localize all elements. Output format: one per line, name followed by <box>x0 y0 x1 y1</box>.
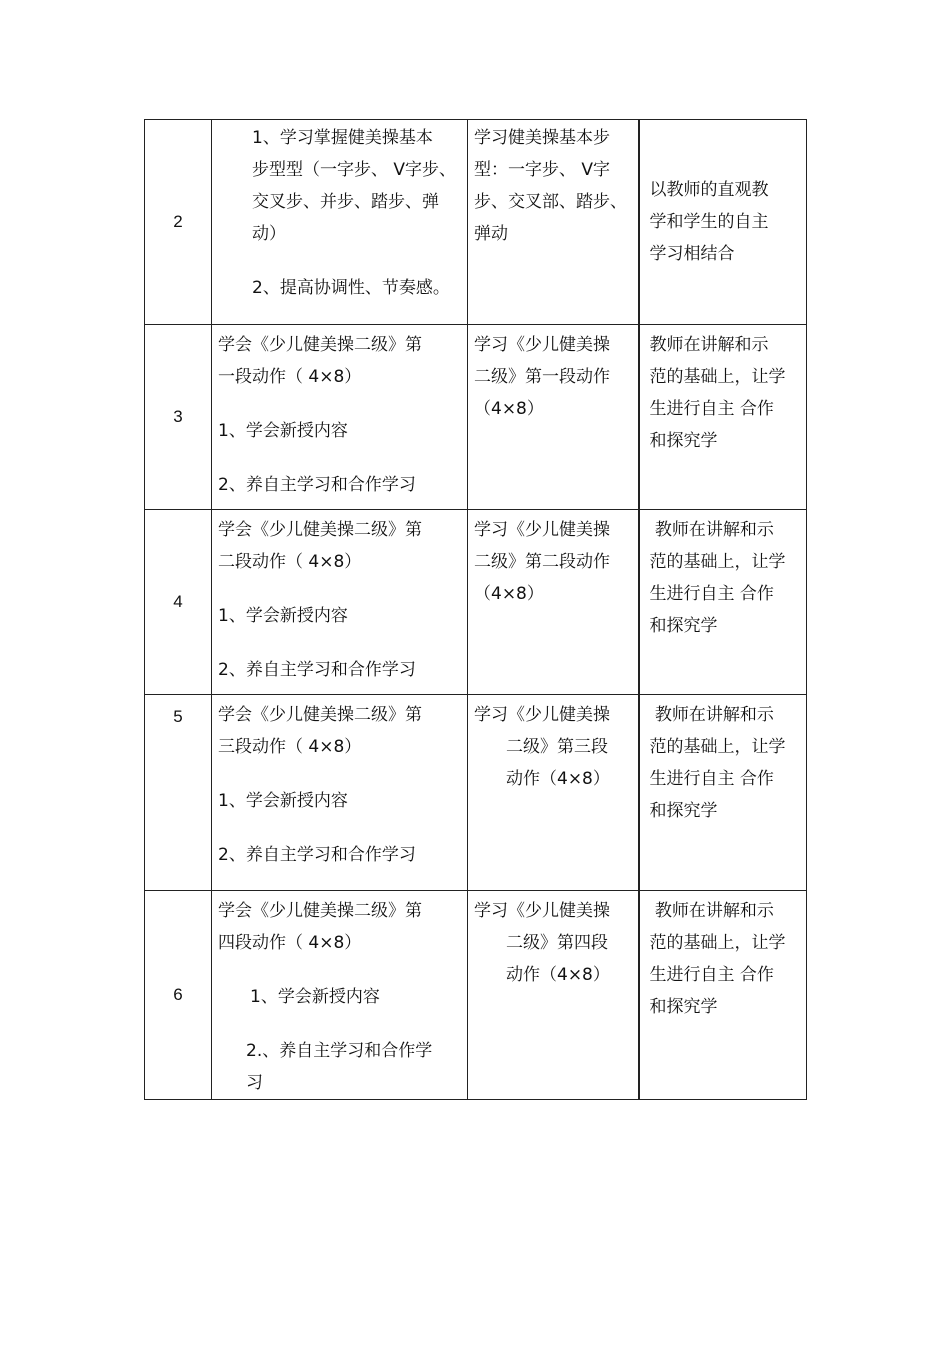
goal-line: 1、学习掌握健美操基本 <box>252 128 433 148</box>
content-line: 学习《少儿健美操 <box>474 335 610 355</box>
goal-line: 动） <box>252 224 286 244</box>
content-line: 学习《少儿健美操 <box>474 705 610 725</box>
method-line: 教师在讲解和示 <box>649 520 774 540</box>
content-cell <box>468 891 639 1100</box>
method-line: 和探究学 <box>649 801 718 821</box>
goal-item: 2、养自主学习和合作学习 <box>218 475 416 495</box>
goal-item: 习 <box>246 1073 263 1093</box>
method-line: 学和学生的自主 <box>649 212 769 232</box>
content-cell <box>468 120 639 325</box>
method-cell <box>639 891 807 1100</box>
goal-title-line: 学会《少儿健美操二级》第 <box>218 335 422 355</box>
content-line: 步、交叉部、踏步、 <box>474 192 627 212</box>
content-line: 二级》第三段 <box>506 737 608 757</box>
content-line: 二级》第二段动作 <box>474 552 610 572</box>
content-line: 型：一字步、 V字 <box>474 160 611 180</box>
goal-item: 1、学会新授内容 <box>218 791 348 811</box>
method-line: 生进行自主 合作 <box>649 584 774 604</box>
method-line: 学习相结合 <box>649 244 735 264</box>
content-line: 二级》第四段 <box>506 933 608 953</box>
goal-line: 步型型（一字步、 V字步、 <box>252 160 457 180</box>
lesson-number-cell <box>145 510 212 695</box>
table-row <box>145 325 807 510</box>
method-cell <box>639 325 807 510</box>
content-line: 学习健美操基本步 <box>474 128 610 148</box>
goal-cell <box>212 325 468 510</box>
content-cell <box>468 325 639 510</box>
goal-line: 交叉步、并步、踏步、弹 <box>252 192 439 212</box>
method-line: 范的基础上，让学 <box>649 737 786 757</box>
goal-item: 1、学会新授内容 <box>250 987 380 1007</box>
method-cell <box>639 120 807 325</box>
lesson-number-cell <box>145 325 212 510</box>
method-line: 和探究学 <box>649 997 718 1017</box>
content-cell <box>468 695 639 891</box>
method-line: 范的基础上，让学 <box>649 367 786 387</box>
method-line: 教师在讲解和示 <box>649 335 769 355</box>
method-line: 和探究学 <box>649 616 718 636</box>
method-line: 和探究学 <box>649 431 718 451</box>
goal-title-line: 学会《少儿健美操二级》第 <box>218 705 422 725</box>
goal-item: 1、学会新授内容 <box>218 606 348 626</box>
table-row <box>145 510 807 695</box>
lesson-number: 4 <box>173 592 183 611</box>
content-line: 动作（4×8） <box>506 965 610 985</box>
table-row <box>145 891 807 1100</box>
method-line: 生进行自主 合作 <box>649 769 774 789</box>
lesson-number: 2 <box>173 212 183 231</box>
goal-title-line: 四段动作（ 4×8） <box>218 933 362 953</box>
content-line: 弹动 <box>474 224 508 244</box>
method-line: 教师在讲解和示 <box>649 705 774 725</box>
goal-item: 2、提高协调性、节奏感。 <box>252 278 450 298</box>
content-line: （4×8） <box>474 399 544 419</box>
lesson-number-cell <box>145 120 212 325</box>
method-line: 教师在讲解和示 <box>649 901 774 921</box>
goal-cell <box>212 120 468 325</box>
content-cell <box>468 510 639 695</box>
goal-title-line: 学会《少儿健美操二级》第 <box>218 901 422 921</box>
table-row <box>145 695 807 891</box>
content-line: 学习《少儿健美操 <box>474 520 610 540</box>
lesson-number: 3 <box>173 407 183 426</box>
goal-item: 2、养自主学习和合作学习 <box>218 845 416 865</box>
goal-item: 2.、养自主学习和合作学 <box>246 1041 433 1061</box>
goal-title-line: 学会《少儿健美操二级》第 <box>218 520 422 540</box>
goal-title-line: 二段动作（ 4×8） <box>218 552 362 572</box>
goal-cell <box>212 695 468 891</box>
content-line: 动作（4×8） <box>506 769 610 789</box>
method-line: 范的基础上，让学 <box>649 552 786 572</box>
goal-title-line: 三段动作（ 4×8） <box>218 737 362 757</box>
lesson-number: 6 <box>173 985 183 1004</box>
content-line: 二级》第一段动作 <box>474 367 610 387</box>
goal-cell <box>212 510 468 695</box>
lesson-number: 5 <box>173 707 183 726</box>
method-line: 生进行自主 合作 <box>649 965 774 985</box>
goal-title-line: 一段动作（ 4×8） <box>218 367 362 387</box>
method-line: 生进行自主 合作 <box>649 399 774 419</box>
lesson-plan-table <box>144 119 807 1100</box>
goal-item: 2、养自主学习和合作学习 <box>218 660 416 680</box>
method-cell <box>639 695 807 891</box>
lesson-number-cell <box>145 891 212 1100</box>
content-line: 学习《少儿健美操 <box>474 901 610 921</box>
method-line: 范的基础上，让学 <box>649 933 786 953</box>
content-line: （4×8） <box>474 584 544 604</box>
method-line: 以教师的直观教 <box>649 180 769 200</box>
lesson-number-cell <box>145 695 212 891</box>
goal-item: 1、学会新授内容 <box>218 421 348 441</box>
table-row <box>145 120 807 325</box>
goal-cell <box>212 891 468 1100</box>
method-cell <box>639 510 807 695</box>
